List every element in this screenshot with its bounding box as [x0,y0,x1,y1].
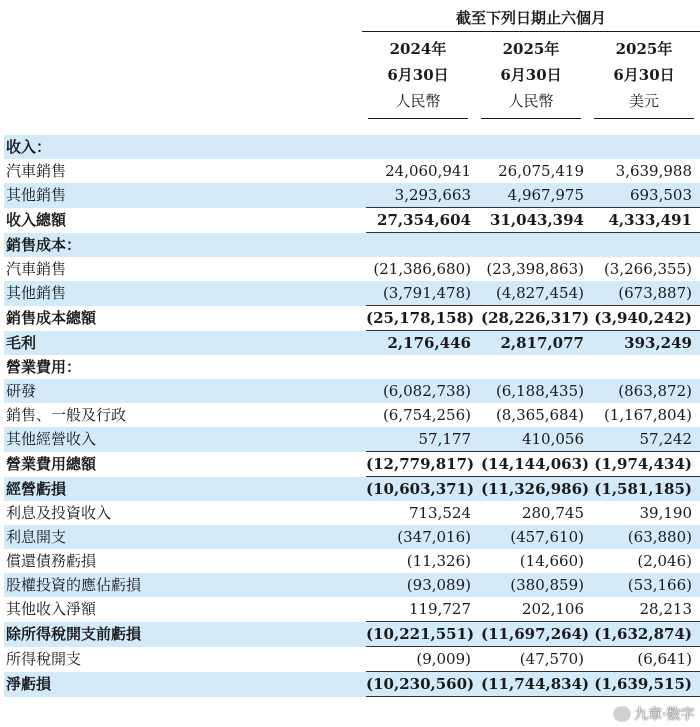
row-label: 汽車銷售 [6,260,67,278]
value-2024: (93,089) [366,573,481,597]
total-row-cost-of-sales [4,306,700,331]
row-label: 銷售、一般及行政 [6,406,127,424]
column-date: 6月30日 [613,66,675,84]
row-label: 利息開支 [4,525,366,549]
value-2024: (10,221,551) [366,622,481,647]
value-2024: (6,754,256) [382,406,471,424]
value-2025-rmb: (28,226,317) [481,306,594,331]
value-2025-usd: (63,880) [594,525,700,549]
value-2025-rmb: (14,660) [519,552,584,570]
gross-profit-row [4,331,700,356]
value-2024: 57,177 [366,427,481,452]
row-label: 股權投資的應佔虧損 [4,573,366,597]
operating-loss-row [4,477,700,502]
value-2025-rmb: (47,570) [519,650,584,668]
row-label: 所得稅開支 [6,650,82,668]
column-currency: 人民幣 [395,92,441,110]
row-label: 其他經營收入 [4,427,366,452]
column-year: 2025年 [615,40,673,58]
table-row [4,281,700,306]
net-loss-row [4,672,700,697]
column-year: 2024年 [389,40,447,58]
value-2024: 2,176,446 [366,331,481,356]
table-row [4,403,700,427]
value-2025-rmb: 4,967,975 [481,183,594,208]
value-2025-usd: (673,887) [594,281,700,306]
row-label: 收入： [4,135,366,159]
column-header-2024 [368,36,468,114]
column-currency: 人民幣 [508,92,554,110]
column-date: 6月30日 [387,66,449,84]
pretax-loss-row [4,622,700,647]
row-label: 毛利 [4,331,366,356]
section-header-revenue [4,135,700,159]
value-2025-usd: 57,242 [594,427,700,452]
value-2024: (10,603,371) [366,477,481,502]
value-2025-rmb: 31,043,394 [481,208,594,233]
table-row [4,159,700,183]
value-2025-usd: (2,046) [637,552,692,570]
value-2025-rmb: (11,744,834) [481,672,594,697]
value-2024: (347,016) [366,525,481,549]
row-label: 經營虧損 [4,477,366,502]
value-2024: (6,082,738) [366,379,481,403]
value-2025-usd: 693,503 [594,183,700,208]
row-label: 銷售成本： [4,233,366,258]
value-2024: (12,779,817) [366,452,481,477]
table-row [4,379,700,403]
value-2025-usd: (3,940,242) [594,306,700,331]
value-2025-usd: (863,872) [594,379,700,403]
value-2025-rmb: 410,056 [481,427,594,452]
table-row [4,647,700,672]
weibo-logo-icon [613,706,631,722]
value-2025-rmb: (23,398,863) [486,260,584,278]
value-2025-usd: 28,213 [639,600,692,618]
row-label: 汽車銷售 [6,162,67,180]
section-header-operating-expenses [4,355,700,379]
column-date: 6月30日 [500,66,562,84]
value-2025-rmb: 26,075,419 [498,162,584,180]
value-2025-rmb: (4,827,454) [481,281,594,306]
value-2025-rmb: (8,365,684) [495,406,584,424]
table-row [4,597,700,622]
total-row-revenue [4,208,700,233]
value-2024: 24,060,941 [385,162,471,180]
row-label: 其他銷售 [4,183,366,208]
section-header-cost-of-sales [4,233,700,258]
column-currency: 美元 [628,92,659,110]
value-2025-usd: (1,632,874) [594,622,700,647]
table-row [4,257,700,281]
period-title: 截至下列日期止六個月 [455,9,606,27]
value-2025-usd: 39,190 [639,504,692,522]
row-label: 營業費用： [6,358,82,376]
row-label: 償還債務虧損 [6,552,97,570]
value-2025-usd: (53,166) [594,573,700,597]
value-2024: (10,230,560) [366,672,481,697]
column-year: 2025年 [502,40,560,58]
value-2025-rmb: (6,188,435) [481,379,594,403]
row-label: 收入總額 [6,211,67,229]
value-2025-usd: 393,249 [594,331,700,356]
value-2025-usd: (1,639,515) [594,672,700,697]
value-2025-usd: (3,266,355) [603,260,692,278]
row-label: 除所得稅開支前虧損 [4,622,366,647]
table-row [4,501,700,525]
watermark-text: 九章·数字 [634,707,695,723]
value-2024: (11,326) [406,552,471,570]
column-header-2025-usd [594,36,694,114]
income-statement-table [4,135,700,697]
row-label: 淨虧損 [4,672,366,697]
watermark [613,703,699,725]
table-row [4,525,700,549]
value-2025-usd: (1,581,185) [594,477,700,502]
table-row [4,573,700,597]
row-label: 利息及投資收入 [6,504,112,522]
row-label: 研發 [4,379,366,403]
value-2024: 3,293,663 [366,183,481,208]
value-2025-rmb: (14,144,063) [481,452,594,477]
value-2024: (25,178,158) [366,306,481,331]
value-2025-usd: 3,639,988 [615,162,692,180]
row-label: 銷售成本總額 [6,309,97,327]
value-2025-rmb: (380,859) [481,573,594,597]
value-2025-rmb: (11,697,264) [481,622,594,647]
column-header-2025-rmb [481,36,581,114]
value-2024: 119,727 [408,600,471,618]
table-row [4,427,700,452]
value-2024: 713,524 [408,504,471,522]
value-2025-rmb: 280,745 [521,504,584,522]
value-2025-usd: (6,641) [637,650,692,668]
value-2025-usd: (1,167,804) [603,406,692,424]
row-label: 其他銷售 [4,281,366,306]
value-2025-rmb: (457,610) [481,525,594,549]
value-2024: 27,354,604 [366,208,481,233]
row-label: 其他收入淨額 [6,600,97,619]
value-2025-usd: 4,333,491 [594,208,700,233]
period-divider [362,31,700,32]
value-2025-rmb: 202,106 [521,600,584,618]
value-2025-rmb: 2,817,077 [481,331,594,356]
table-row [4,183,700,208]
value-2025-rmb: (11,326,986) [481,477,594,502]
row-label: 營業費用總額 [6,455,97,473]
value-2024: (21,386,680) [373,260,471,278]
value-2025-usd: (1,974,434) [594,452,700,477]
value-2024: (9,009) [416,650,471,668]
table-row [4,549,700,573]
value-2024: (3,791,478) [366,281,481,306]
total-row-operating-expenses [4,452,700,477]
